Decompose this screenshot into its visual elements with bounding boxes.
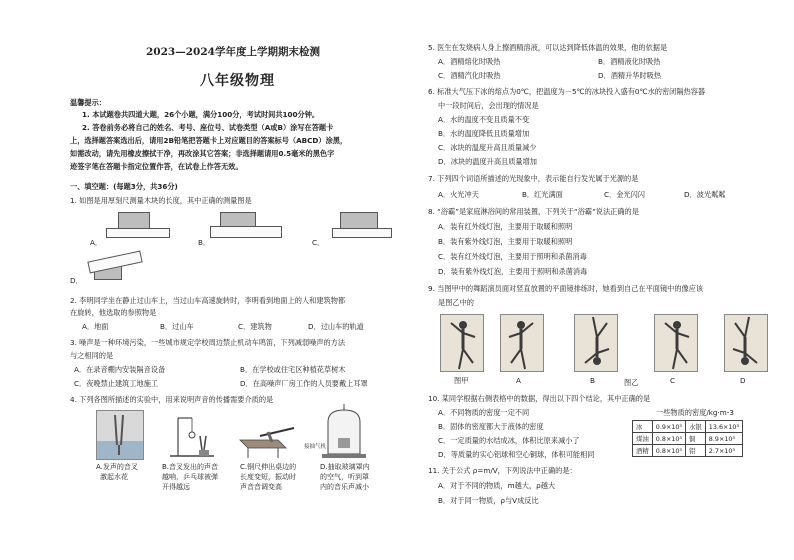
q6-stem-1: 6. 标准大气压下冰的熔点为0℃，把温度为－5℃的冰块投入盛有0℃水的密闭隔热容器 xyxy=(428,87,706,96)
table-cell: 2.7×10³ xyxy=(705,445,742,457)
q10-option-c[interactable]: C．一定质量的水结成冰，体积比原来减小了 xyxy=(438,436,580,445)
notice-line-1: 1. 本试题卷共四道大题，26个小题，满分100分，考试时间共100分钟。 xyxy=(82,110,320,119)
table-cell: 8.9×10³ xyxy=(705,433,742,445)
dancer-jia-icon xyxy=(441,315,483,371)
q8-stem: 8. “浴霸”是家庭淋浴间的常用装置，下列关于“浴霸”说法正确的是 xyxy=(428,207,639,216)
q9-stem-2: 是图乙中的 xyxy=(438,298,474,307)
notice-line-2b: 上，选择题答案选出后，请用2B铅笔把答题卡上对应题目的答案标号（ABCD）涂黑， xyxy=(70,136,348,145)
q4-fig-a-drawing xyxy=(97,411,143,459)
q9-photo-c[interactable] xyxy=(654,314,698,372)
notice-heading: 温馨提示： xyxy=(70,98,106,107)
q9-photo-b[interactable] xyxy=(574,314,618,372)
q3-option-a[interactable]: A．在录音棚内安装隔音设备 xyxy=(74,365,166,374)
right-column xyxy=(428,0,773,560)
dancer-a-icon xyxy=(501,315,543,371)
q9-photo-jia xyxy=(440,314,484,372)
q4-b-caption-2: 越响，乒乓球被弹 xyxy=(162,473,218,481)
notice-line-2d: 迹签字笔在答题卡指定位置作答，在试卷上作答无效。 xyxy=(70,162,243,171)
q5-option-a[interactable]: A．酒精熔化时吸热 xyxy=(438,57,501,66)
table-cell: 13.6×10³ xyxy=(705,421,742,433)
q6-option-d[interactable]: D．冰块的温度升高且质量增加 xyxy=(438,157,537,166)
q8-option-a[interactable]: A．装有红外线灯泡，主要用于取暖和照明 xyxy=(438,222,573,231)
q6-option-b[interactable]: B．水的温度降低且质量增加 xyxy=(438,129,530,138)
q1-option-a[interactable]: A． xyxy=(90,238,103,247)
q11-option-b[interactable]: B．对于同一物质，ρ与V成反比 xyxy=(438,496,539,505)
table-cell: 0.9×10³ xyxy=(652,421,685,433)
q10-stem: 10. 某同学根据右侧表格中的数据，得出以下四个结论，其中正确的是 xyxy=(428,394,651,403)
table-cell: 0.8×10³ xyxy=(652,433,685,445)
notice-line-2a: 2. 答卷前务必将自己的姓名、考号、座位号、试卷类型（A或B）涂写在答题卡 xyxy=(82,123,334,132)
q4-b-caption-3: 开得越远 xyxy=(162,483,190,491)
q9-label-b: B xyxy=(590,376,595,385)
q7-option-a[interactable]: A．火光冲天 xyxy=(438,190,479,199)
q3-stem-1: 3. 噪声是一种环境污染，一些城市规定学校周边禁止机动车鸣笛，下列减弱噪声的方法 xyxy=(70,338,346,347)
q9-photo-a[interactable] xyxy=(500,314,544,372)
q4-c-caption-3: 声音音调变高 xyxy=(240,483,282,491)
q4-d-caption-2: 的空气，听到罩 xyxy=(320,473,369,481)
dancer-c-icon xyxy=(655,315,697,371)
q1-b-ruler xyxy=(210,226,282,238)
q1-option-d[interactable]: D． xyxy=(70,276,83,285)
q9-label-a: A xyxy=(516,376,521,385)
q4-a-caption-1: A.发声的音叉 xyxy=(96,463,138,471)
q4-c-caption-2: 长度变短，振动时 xyxy=(240,473,296,481)
q2-stem-1: 2. 李明同学坐在静止过山车上，当过山车高速旋转时，李明看到地面上的人和建筑物都 xyxy=(70,296,346,305)
q9-label-yi: 图乙 xyxy=(624,378,639,387)
q8-option-b[interactable]: B．装有紫外线灯泡，主要用于取暖和照明 xyxy=(438,237,573,246)
q10-option-d[interactable]: D．等质量的实心铝球和空心铜球，体积可能相同 xyxy=(438,450,595,459)
table-row xyxy=(633,433,743,445)
q8-option-d[interactable]: D．装有紫外线灯泡，主要用于照明和杀菌消毒 xyxy=(438,267,588,276)
q1-a-ruler xyxy=(106,228,170,238)
q4-a-caption-2: 激起水花 xyxy=(100,473,128,481)
dancer-b-icon xyxy=(575,315,617,371)
q3-stem-2: 与之相同的是 xyxy=(70,351,114,360)
q7-option-d[interactable]: D．波光粼粼 xyxy=(684,190,726,199)
exam-subject: 八年级物理 xyxy=(200,73,275,89)
q4-fig-c-drawing xyxy=(238,418,296,458)
q4-fig-a xyxy=(96,410,144,460)
q4-stem: 4. 下列各图所描述的实验中，用来说明声音的传播需要介质的是 xyxy=(70,395,274,404)
q1-c-ruler xyxy=(332,228,392,238)
q4-d-caption-3: 内的音乐声减小 xyxy=(320,483,369,491)
q5-stem: 5. 医生在发烧病人身上擦酒精溶液，可以达到降低体温的效果，他的依据是 xyxy=(428,43,668,52)
q5-option-b[interactable]: B．酒精液化时吸热 xyxy=(598,57,661,66)
section-1-heading: 一、填空题：(每题3分，共36分) xyxy=(70,182,178,191)
q7-stem: 7. 下列四个词语所描述的光现象中，表示能自行发光属于光源的是 xyxy=(428,174,639,183)
q6-option-a[interactable]: A．水的温度不变且质量不变 xyxy=(438,115,530,124)
density-table-title: 一些物质的密度/kg·m-3 xyxy=(656,408,734,417)
q11-option-a[interactable]: A．对于不同的物质，m越大，ρ越大 xyxy=(438,481,556,490)
q11-stem: 11. 关于公式 ρ=m/V，下列说法中正确的是： xyxy=(428,466,577,475)
table-cell: 铜 xyxy=(686,433,706,445)
table-cell: 冰 xyxy=(633,421,653,433)
q4-b-caption-1: B.音叉发出的声音 xyxy=(162,463,219,471)
q7-option-c[interactable]: C．金光闪闪 xyxy=(604,190,645,199)
q8-option-c[interactable]: C．装有红外线灯泡，主要用于照明和杀菌消毒 xyxy=(438,252,587,261)
q9-label-jia: 图甲 xyxy=(454,376,469,385)
q7-option-b[interactable]: B．红光满面 xyxy=(522,190,563,199)
q1-stem: 1. 如图是用厚刻尺测量木块的长度，其中正确的测量图是 xyxy=(70,196,252,205)
q4-fig-b xyxy=(166,412,218,458)
q5-option-c[interactable]: C．酒精汽化时吸热 xyxy=(438,71,501,80)
table-cell: 酒精 xyxy=(633,445,653,457)
q2-option-a[interactable]: A．地面 xyxy=(82,322,109,331)
q6-option-c[interactable]: C．冰块的温度升高且质量减少 xyxy=(438,143,537,152)
q9-photo-d[interactable] xyxy=(724,314,768,372)
q4-d-caption-1: D.抽取玻璃罩内 xyxy=(320,463,370,471)
table-row xyxy=(633,445,743,457)
q2-option-b[interactable]: B．过山车 xyxy=(160,322,194,331)
density-table xyxy=(632,420,743,457)
notice-line-2c: 如需改动，请先用橡皮擦拭干净，再改涂其它答案；非选择题请用0.5毫米的黑色字 xyxy=(70,149,335,158)
table-row xyxy=(633,421,743,433)
q4-fig-b-drawing xyxy=(166,412,218,458)
table-cell: 水银 xyxy=(686,421,706,433)
q5-option-d[interactable]: D．酒精升华时吸热 xyxy=(598,71,662,80)
q4-d-pump-tag: 接抽气机 xyxy=(304,444,327,450)
table-cell: 0.8×10³ xyxy=(652,445,685,457)
q3-option-c[interactable]: C．夜晚禁止建筑工地施工 xyxy=(74,379,159,388)
left-column xyxy=(70,0,400,560)
q6-stem-2: 中一段时间后，会出现的情况是 xyxy=(438,101,539,110)
q4-c-caption-1: C.钢尺伸出桌边的 xyxy=(240,463,297,471)
q9-label-d: D xyxy=(740,376,746,385)
table-cell: 铝 xyxy=(686,445,706,457)
q1-option-c[interactable]: C． xyxy=(312,238,325,247)
q4-fig-c xyxy=(238,418,296,458)
table-cell: 煤油 xyxy=(633,433,653,445)
q2-option-d[interactable]: D．过山车的轨道 xyxy=(308,322,364,331)
q2-stem-2: 在旋转，他选取的参照物是 xyxy=(70,308,157,317)
q3-option-d[interactable]: D．在高噪声厂房工作的人员要戴上耳罩 xyxy=(240,379,368,388)
q10-option-b[interactable]: B．固体的密度都大于液体的密度 xyxy=(438,422,544,431)
q9-label-c: C xyxy=(670,376,676,385)
q2-option-c[interactable]: C．建筑物 xyxy=(238,322,272,331)
dancer-d-icon xyxy=(725,315,767,371)
q10-option-a[interactable]: A．不同物质的密度一定不同 xyxy=(438,408,530,417)
q1-option-b[interactable]: B． xyxy=(198,238,211,247)
q9-stem-1: 9. 当图甲中的舞蹈演员面对竖直放置的平面镜排练时，她看到自己在平面镜中的像应该 xyxy=(428,284,704,293)
q3-option-b[interactable]: B．在学校或住宅区种植花草树木 xyxy=(240,365,346,374)
exam-title: 2023—2024学年度上学期期末检测 xyxy=(146,46,320,58)
